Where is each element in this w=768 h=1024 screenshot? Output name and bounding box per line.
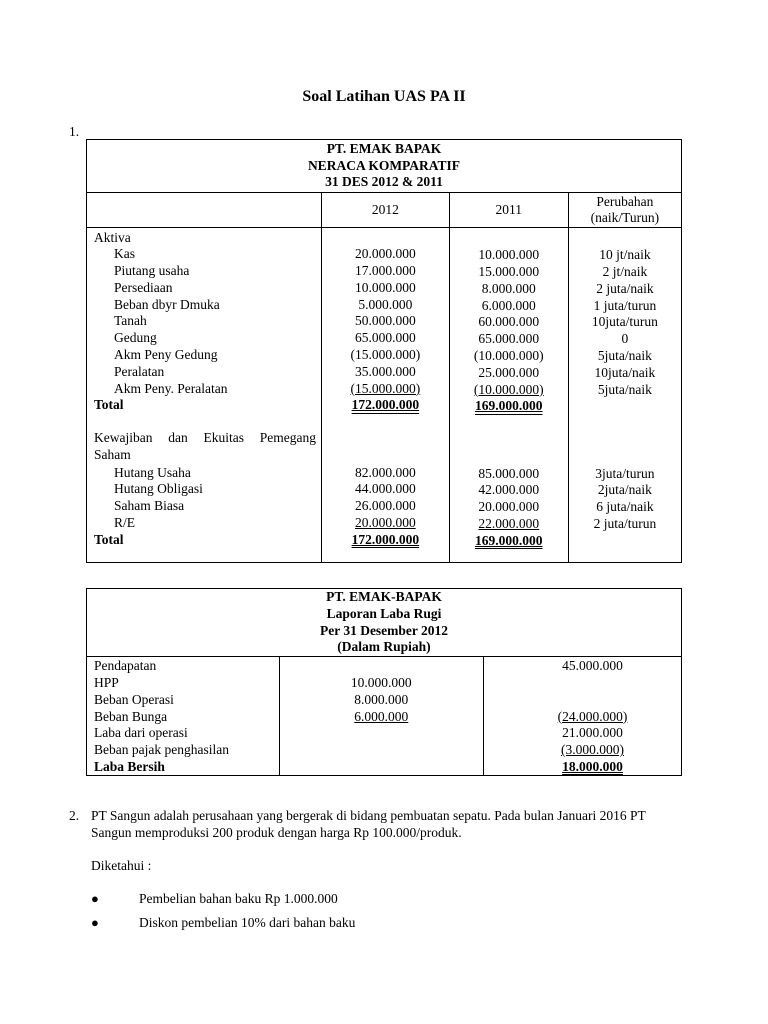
- account-name: Kas: [114, 246, 135, 262]
- change-value: 10juta/turun: [591, 314, 658, 330]
- value-2011: 6.000.000: [481, 297, 536, 313]
- income-label: Laba Bersih: [94, 758, 165, 774]
- middle-column: [279, 657, 484, 776]
- account-name: Persediaan: [114, 279, 173, 295]
- balance-sheet-table: [86, 139, 682, 563]
- assets-total-label: Total: [94, 397, 124, 413]
- report-unit: (Dalam Rupiah): [337, 639, 431, 655]
- assets-total-2012: 172.000.000: [351, 397, 420, 413]
- account-name: Saham Biasa: [114, 498, 185, 514]
- diketahui-label: Diketahui :: [91, 858, 152, 873]
- liabilities-total-2012: 172.000.000: [351, 531, 420, 547]
- change-value: 10 jt/naik: [599, 247, 651, 263]
- income-label: HPP: [94, 674, 119, 690]
- account-name: Akm Peny. Peralatan: [114, 380, 228, 396]
- change-value: 1 juta/turun: [593, 297, 657, 313]
- account-name: Beban dbyr Dmuka: [114, 296, 220, 312]
- assets-header: Aktiva: [94, 229, 131, 245]
- change-header-line2: (naik/Turun): [590, 209, 660, 225]
- change-value: 2 jt/naik: [602, 264, 648, 280]
- value-2012: 50.000.000: [354, 313, 416, 329]
- value-2012: (15.000.000): [350, 347, 421, 363]
- value-2011: 60.000.000: [478, 314, 540, 330]
- income-mid-value: 6.000.000: [354, 708, 409, 724]
- column-header-change: [568, 192, 681, 227]
- change-value: 10juta/naik: [594, 364, 656, 380]
- account-column-header: [87, 192, 322, 227]
- bullet-icon: ●: [91, 915, 99, 930]
- account-name: Gedung: [114, 330, 157, 346]
- report-name: NERACA KOMPARATIF: [307, 157, 461, 173]
- liabilities-total-label: Total: [94, 531, 124, 547]
- change-value: 2 juta/turun: [593, 516, 657, 532]
- value-2012: 65.000.000: [354, 330, 416, 346]
- value-2011: 22.000.000: [478, 516, 540, 532]
- value-2012: 26.000.000: [354, 498, 416, 514]
- question-2-text: PT Sangun adalah perusahaan yang bergerak di bidang pembuatan sepatu. Pada bulan Januari 2016 PT Sangun memproduksi 200 produk dengan harga Rp 100.000/produk.: [91, 808, 646, 840]
- income-statement-table: [86, 588, 682, 776]
- account-name: R/E: [114, 515, 136, 531]
- account-column: [87, 227, 322, 562]
- change-value: 2juta/naik: [597, 482, 652, 498]
- value-2012: 82.000.000: [354, 464, 416, 480]
- change-value: 5juta/naik: [597, 381, 652, 397]
- page-title: Soal Latihan UAS PA II: [302, 88, 466, 105]
- income-right-value: (3.000.000): [561, 742, 625, 758]
- column-header-2011: 2011: [449, 192, 568, 227]
- question-number-2: 2.: [69, 808, 80, 823]
- income-label: Beban pajak penghasilan: [94, 742, 229, 758]
- bullet-icon: ●: [91, 891, 99, 906]
- value-2011: 25.000.000: [478, 364, 540, 380]
- assets-total-2011: 169.000.000: [475, 398, 543, 414]
- column-2011: [449, 227, 568, 562]
- income-label: Beban Bunga: [94, 708, 168, 724]
- value-2012: 44.000.000: [354, 481, 416, 497]
- balance-sheet-header: [87, 140, 682, 193]
- report-name: Laporan Laba Rugi: [326, 605, 442, 621]
- value-2012: 5.000.000: [358, 296, 413, 312]
- income-mid-value: 8.000.000: [354, 691, 409, 707]
- change-value: 5juta/naik: [597, 348, 652, 364]
- right-column: [484, 657, 682, 776]
- income-right-value: 21.000.000: [562, 725, 623, 741]
- value-2011: 8.000.000: [481, 280, 536, 296]
- value-2011: 85.000.000: [478, 465, 540, 481]
- change-value: 3juta/turun: [595, 465, 655, 481]
- income-right-value: (24.000.000): [557, 708, 628, 724]
- value-2012: 20.000.000: [354, 246, 416, 262]
- column-2012: [321, 227, 449, 562]
- income-mid-value: 10.000.000: [350, 674, 412, 690]
- report-date: 31 DES 2012 & 2011: [325, 174, 443, 189]
- value-2011: (10.000.000): [473, 348, 544, 364]
- value-2011: 10.000.000: [478, 247, 540, 263]
- list-item-text: Diskon pembelian 10% dari bahan baku: [139, 915, 356, 930]
- column-header-2012: 2012: [321, 192, 449, 227]
- value-2011: 20.000.000: [478, 499, 540, 515]
- value-2011: 65.000.000: [478, 331, 540, 347]
- column-change: [568, 227, 681, 562]
- account-name: Tanah: [114, 313, 147, 329]
- account-name: Piutang usaha: [114, 263, 190, 279]
- value-2012: 10.000.000: [354, 279, 416, 295]
- income-right-value: 45.000.000: [562, 658, 623, 674]
- income-label: Laba dari operasi: [94, 725, 188, 741]
- liabilities-header: Kewajiban dan Ekuitas Pemegang Saham: [94, 430, 316, 462]
- company-name: PT. EMAK-BAPAK: [326, 589, 442, 604]
- change-header-line1: Perubahan: [596, 193, 654, 209]
- income-label: Pendapatan: [94, 658, 157, 674]
- change-value: 2 juta/naik: [596, 280, 654, 296]
- value-2011: 42.000.000: [478, 482, 540, 498]
- question-number-1: 1.: [69, 124, 80, 139]
- report-date: Per 31 Desember 2012: [319, 622, 449, 638]
- income-statement-header: [87, 589, 682, 657]
- value-2011: (10.000.000): [473, 381, 544, 397]
- value-2012: 20.000.000: [354, 515, 416, 531]
- company-name: PT. EMAK BAPAK: [326, 141, 442, 156]
- income-right-value: 18.000.000: [562, 758, 623, 774]
- list-item-text: Pembelian bahan baku Rp 1.000.000: [139, 891, 338, 906]
- account-name: Peralatan: [114, 363, 165, 379]
- income-label: Beban Operasi: [94, 691, 174, 707]
- liabilities-total-2011: 169.000.000: [475, 532, 543, 548]
- change-value: 6 juta/naik: [596, 499, 654, 515]
- label-column: [87, 657, 280, 776]
- account-name: Hutang Usaha: [114, 464, 191, 480]
- value-2012: 35.000.000: [354, 363, 416, 379]
- value-2012: (15.000.000): [350, 380, 421, 396]
- account-name: Akm Peny Gedung: [114, 347, 218, 363]
- value-2012: 17.000.000: [354, 263, 416, 279]
- change-value: 0: [621, 331, 629, 347]
- value-2011: 15.000.000: [478, 264, 540, 280]
- account-name: Hutang Obligasi: [114, 481, 203, 497]
